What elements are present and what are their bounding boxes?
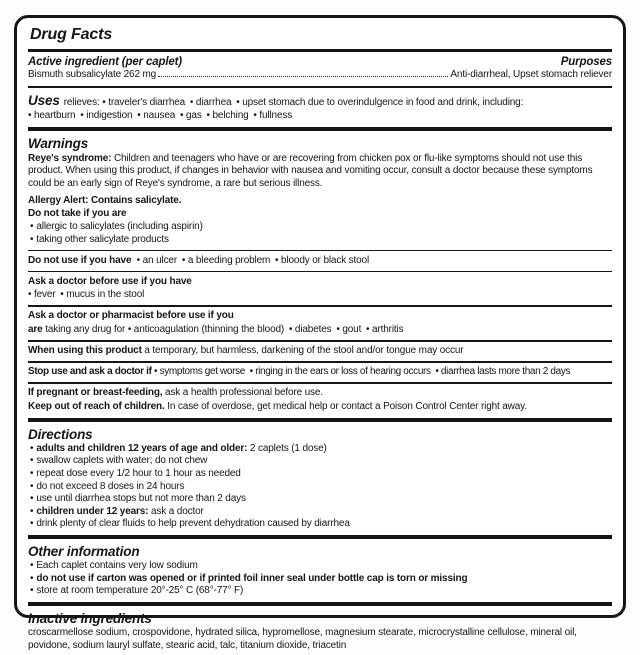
bullet-icon: •: [30, 233, 34, 245]
inactive-ingredients-heading: Inactive ingredients: [28, 610, 152, 626]
ask-pharmacist-drugs-row: [28, 323, 612, 337]
when-using-bold: When using this product: [28, 345, 142, 356]
do-not-take-heading: [28, 208, 612, 222]
bullet-icon: •: [30, 442, 34, 454]
other-information-heading: Other information: [28, 544, 140, 560]
divider: [28, 340, 612, 342]
list-item: • do not use if carton was opened or if printed foil inner seal under bottle cap is torn or missing: [30, 572, 468, 584]
list-item: • children under 12 years: ask a doctor: [30, 505, 204, 517]
bullet-icon: •: [30, 518, 34, 530]
ingredient-purpose: Anti-diarrheal, Upset stomach reliever: [450, 69, 612, 81]
stop-use-bullets: • symptoms get worse • ringing in the ears or loss of hearing occurs • diarrhea lasts more than 2 days: [154, 366, 571, 378]
directions-section: [28, 424, 612, 533]
allergy-alert-text: Allergy Alert: Contains salicylate.: [28, 194, 182, 206]
keep-out-bold: Keep out of reach of children.: [28, 400, 165, 412]
divider: [28, 127, 612, 131]
ask-pharmacist-section: [28, 308, 612, 339]
ask-doctor-heading: Ask a doctor before use if you have: [28, 275, 192, 287]
pregnant-text: ask a health professional before use.: [162, 387, 323, 399]
reyes-syndrome-text: Children and teenagers who have or are recovering from chicken pox or flu-like symptoms should not use this product. When using this product, if changes in behavior with nausea and vomiting occur, consult a doctor because these symptoms could be an early sign of Reye's syndrome, a rare but serious illness.: [28, 152, 593, 190]
bullet-icon: •: [30, 480, 34, 492]
uses-line-1: [28, 92, 612, 110]
list-item: • Each caplet contains very low sodium: [30, 560, 198, 572]
list-item: • taking other salicylate products: [30, 233, 169, 245]
allergy-alert: [28, 194, 612, 208]
ask-pharmacist-bullets: • anticoagulation (thinning the blood) • diabetes • gout • arthritis: [127, 323, 404, 335]
list-item: • adults and children 12 years of age and older: 2 caplets (1 dose): [30, 442, 327, 454]
when-using-row: [28, 345, 612, 359]
list-item: • drink plenty of clear fluids to help prevent dehydration caused by diarrhea: [30, 518, 350, 530]
drug-facts-label: [14, 15, 626, 651]
divider: [28, 250, 612, 252]
divider: [28, 271, 612, 273]
uses-lead: relieves:: [63, 96, 100, 108]
pregnant-bold: If pregnant or breast-feeding,: [28, 387, 163, 399]
ask-doctor-bullets: • fever • mucus in the stool: [28, 289, 145, 301]
reyes-syndrome-paragraph: [28, 152, 612, 191]
other-information-section: [28, 541, 612, 600]
uses-bullets-1: • traveler's diarrhea • diarrhea • upset stomach due to overindulgence in food and drink, including:: [102, 96, 524, 108]
do-not-use-bullets: • an ulcer • a bleeding problem • bloody or black stool: [136, 254, 370, 266]
divider: [28, 49, 612, 52]
do-not-use-heading: Do not use if you have: [28, 254, 132, 266]
reyes-syndrome-lead: Reye's syndrome:: [28, 152, 112, 164]
bullet-icon: •: [30, 560, 34, 572]
divider: [28, 535, 612, 539]
divider: [28, 305, 612, 307]
list-item: • store at room temperature 20°-25° C (68°-77° F): [30, 585, 244, 597]
dotted-leader: [158, 76, 448, 77]
ask-pharmacist-bold: are: [28, 323, 43, 335]
uses-section: [28, 90, 612, 125]
divider: [28, 86, 612, 89]
keep-out-text: In case of overdose, get medical help or contact a Poison Control Center right away.: [164, 400, 527, 412]
inactive-ingredients-text: croscarmellose sodium, crospovidone, hydrated silica, hypromellose, magnesium stearate, microcrystalline cellulose, mineral oil, povidone, sodium lauryl sulfate, stearic acid, talc, titanium dioxide, triacetin: [28, 627, 577, 651]
ask-doctor-section: [28, 273, 612, 304]
bullet-icon: •: [30, 493, 34, 505]
do-not-take-heading-text: Do not take if you are: [28, 208, 127, 220]
bullet-icon: •: [30, 505, 34, 517]
do-not-use-section: [28, 252, 612, 270]
bullet-icon: •: [30, 455, 34, 467]
bullet-icon: •: [30, 585, 34, 597]
active-ingredient-heading: Active ingredient (per caplet): [28, 55, 182, 68]
stop-use-section: [28, 364, 612, 382]
stop-use-row: [28, 366, 612, 380]
do-not-use-row: [28, 254, 612, 268]
list-item: • swallow caplets with water; do not chew: [30, 455, 208, 467]
divider: [28, 382, 612, 384]
divider: [28, 361, 612, 363]
active-ingredient-row: [28, 69, 612, 84]
ask-doctor-heading-row: [28, 275, 612, 289]
bullet-icon: •: [30, 468, 34, 480]
directions-heading: Directions: [28, 426, 93, 442]
warnings-heading: Warnings: [28, 136, 89, 152]
other-information-list: [28, 560, 612, 598]
pregnancy-section: [28, 385, 612, 416]
warnings-section: [28, 133, 612, 248]
bullet-icon: •: [30, 221, 34, 233]
list-item: • repeat dose every 1/2 hour to 1 hour as needed: [30, 468, 241, 480]
purposes-heading: Purposes: [560, 55, 612, 68]
ask-pharmacist-lead: taking any drug for: [42, 323, 126, 335]
pregnant-row: [28, 387, 612, 401]
do-not-take-list: [28, 221, 612, 246]
stop-use-bold: Stop use and ask a doctor if: [28, 366, 152, 378]
ingredient-name: Bismuth subsalicylate 262 mg: [28, 69, 157, 81]
uses-bullets-2: • heartburn • indigestion • nausea • gas • belching • fullness: [28, 110, 293, 122]
ask-pharmacist-heading-row: [28, 310, 612, 324]
bullet-icon: •: [30, 572, 34, 584]
active-ingredient-heading-row: [28, 54, 612, 70]
list-item: • use until diarrhea stops but not more than 2 days: [30, 493, 246, 505]
keep-out-of-reach-row: [28, 400, 612, 414]
drug-facts-title: Drug Facts: [30, 26, 113, 43]
when-using-text: a temporary, but harmless, darkening of the stool and/or tongue may occur: [141, 345, 464, 356]
uses-heading: Uses: [28, 92, 60, 108]
inactive-ingredients-section: [28, 608, 612, 655]
divider: [28, 602, 612, 606]
list-item: • do not exceed 8 doses in 24 hours: [30, 480, 185, 492]
list-item: • allergic to salicylates (including aspirin): [30, 221, 203, 233]
ask-pharmacist-heading: Ask a doctor or pharmacist before use if you: [28, 310, 234, 322]
when-using-section: [28, 343, 612, 361]
directions-list: [28, 443, 612, 531]
divider: [28, 418, 612, 422]
